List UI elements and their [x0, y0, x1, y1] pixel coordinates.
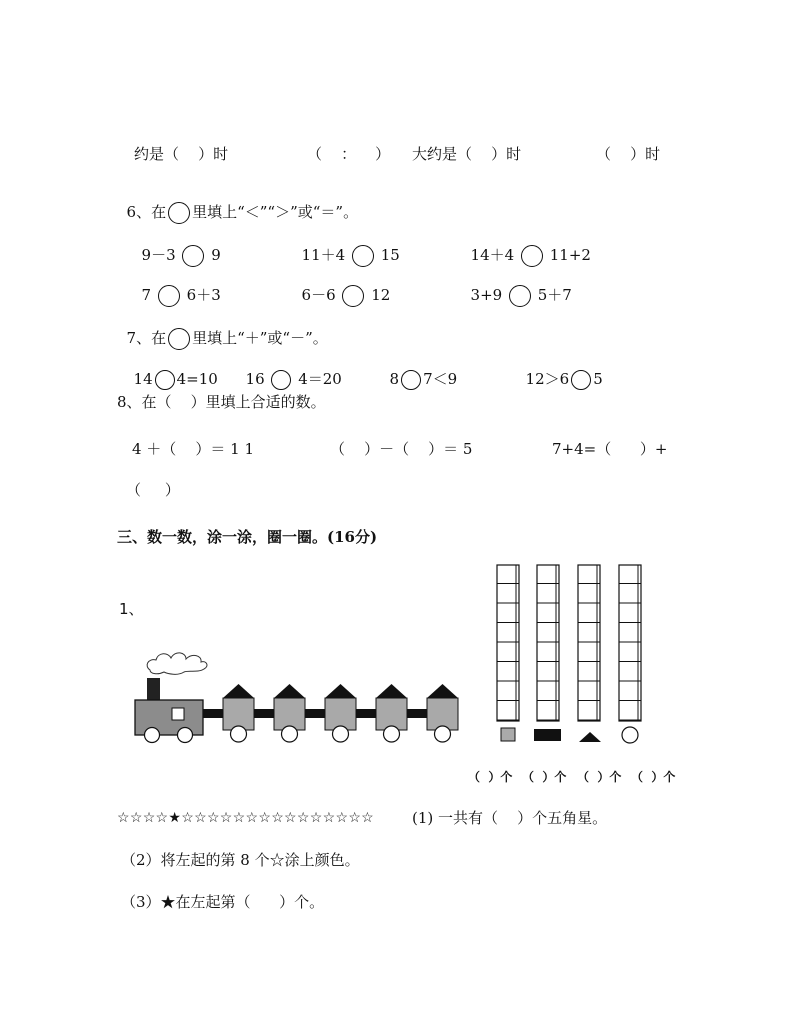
count-label-triangle: （ ）个: [577, 770, 622, 784]
q7-item: 14 4=10: [133, 370, 218, 388]
answer-circle[interactable]: [352, 245, 374, 267]
answer-circle[interactable]: [155, 370, 175, 390]
star-question-3: （3）★在左起第（ ）个。: [121, 893, 325, 911]
q6-title: [117, 184, 358, 224]
q6-title-suffix: 里填上“＜”“＞”或“＝”。: [192, 203, 359, 221]
train-car: [223, 684, 254, 730]
train-car: [274, 684, 305, 730]
star-question-2: （2）将左起的第 8 个☆涂上颜色。: [121, 851, 360, 869]
clock-answer-1: 约是（ ）时: [134, 145, 229, 163]
count-label-rectangle: （ ）个: [522, 770, 567, 784]
answer-circle[interactable]: [509, 285, 531, 307]
train-car: [325, 684, 356, 730]
answer-circle[interactable]: [158, 285, 180, 307]
grid-column: [537, 565, 559, 721]
q7-title: [117, 310, 328, 350]
q7-title-suffix: 里填上“＋”或“－”。: [192, 329, 328, 347]
star-question-1: (1) 一共有（ ）个五角星。: [412, 809, 608, 827]
q8-equation-3: 7+4=（ ）+: [552, 440, 668, 458]
grid-column: [578, 565, 600, 721]
answer-circle[interactable]: [182, 245, 204, 267]
count-label-square: （ ）个: [468, 770, 513, 784]
q7-title-prefix: 7、在: [126, 329, 167, 347]
clock-answer-2: （ ： ）: [307, 145, 391, 163]
q7-item: 8 7＜9: [389, 370, 458, 388]
q8-equation-2: （ ）－（ ）＝ 5: [330, 440, 473, 458]
smoke-icon: [147, 653, 207, 674]
clock-answer-4: （ ）时: [596, 145, 661, 163]
train-car: [376, 684, 407, 730]
q6-item: 14＋4 11+2: [461, 227, 591, 267]
answer-circle[interactable]: [342, 285, 364, 307]
q8-title: 8、在（ ）里填上合适的数。: [117, 393, 326, 411]
q6-item: 3+9 5＋7: [461, 267, 572, 307]
counting-grid[interactable]: [494, 564, 644, 746]
q6-item: 9－3 9: [132, 227, 221, 267]
grid-column: [619, 565, 641, 721]
q6-item: 7 6＋3: [132, 267, 221, 307]
q7-item: 12＞6 5: [525, 370, 603, 388]
section-heading: 三、数一数，涂一涂，圈一圈。(16分): [117, 528, 378, 546]
answer-circle[interactable]: [271, 370, 291, 390]
q8-equation-3-continued: （ ）: [126, 481, 180, 499]
train-illustration: [128, 640, 473, 750]
triangle-icon: [579, 732, 601, 742]
answer-circle[interactable]: [521, 245, 543, 267]
rectangle-icon: [534, 729, 561, 741]
q6-item: 11＋4 15: [292, 227, 400, 267]
small-square-icon: [501, 728, 515, 741]
q6-title-prefix: 6、在: [126, 203, 167, 221]
circle-icon: [168, 202, 190, 224]
answer-circle[interactable]: [401, 370, 421, 390]
star-row: ☆☆☆☆★☆☆☆☆☆☆☆☆☆☆☆☆☆☆☆: [117, 810, 375, 826]
grid-column: [497, 565, 519, 721]
count-label-circle: （ ）个: [631, 770, 676, 784]
circle-icon: [622, 727, 638, 743]
q6-item: 6－6 12: [292, 267, 390, 307]
circle-icon: [168, 328, 190, 350]
train-car: [427, 684, 458, 730]
q8-equation-1: 4 ＋（ ）＝ 1 1: [132, 440, 255, 458]
clock-answer-3: 大约是（ ）时: [412, 145, 522, 163]
answer-circle[interactable]: [571, 370, 591, 390]
q7-item: 16 4＝20: [245, 370, 342, 388]
task-1-label: 1、: [119, 600, 144, 618]
